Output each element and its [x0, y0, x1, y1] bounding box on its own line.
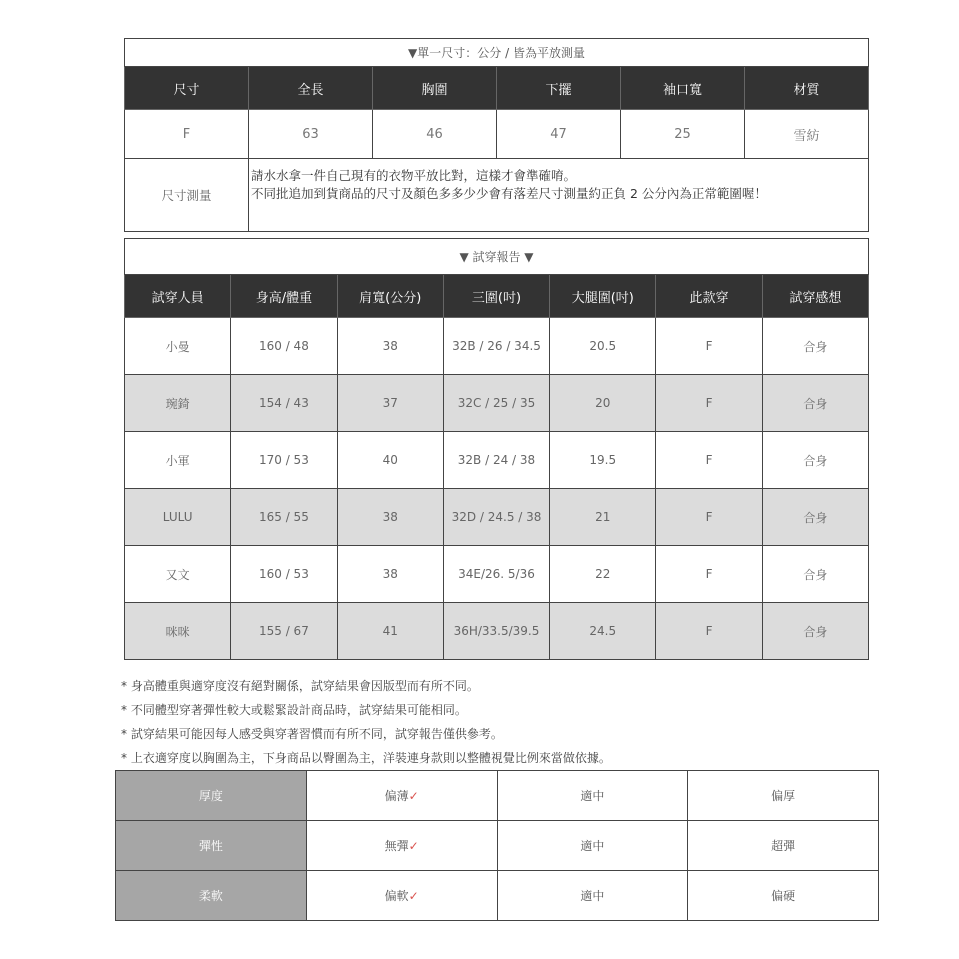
size-value: F	[125, 110, 249, 159]
fit-cell: 36H/33.5/39.5	[443, 603, 549, 660]
fit-cell: 咪咪	[125, 603, 231, 660]
fit-cell: 合身	[762, 318, 868, 375]
feel-option-text: 偏軟	[384, 889, 409, 903]
size-value: 63	[249, 110, 373, 159]
fit-report-caption: ▼ 試穿報告 ▼	[125, 239, 869, 275]
feel-option: 適中	[497, 821, 688, 871]
fit-cell: 170 / 53	[231, 432, 337, 489]
fit-cell: 琬錡	[125, 375, 231, 432]
fit-cell: 155 / 67	[231, 603, 337, 660]
fit-cell: 40	[337, 432, 443, 489]
table-row	[116, 871, 879, 921]
fit-cell: F	[656, 546, 762, 603]
feel-label: 彈性	[116, 821, 307, 871]
size-header: 全長	[249, 67, 373, 110]
fit-cell: 32B / 26 / 34.5	[443, 318, 549, 375]
fit-cell: 34E/26. 5/36	[443, 546, 549, 603]
fit-cell: 合身	[762, 375, 868, 432]
note-line: * 不同體型穿著彈性較大或鬆緊設計商品時，試穿結果可能相同。	[121, 703, 467, 717]
feel-label: 厚度	[116, 771, 307, 821]
fit-cell: 160 / 53	[231, 546, 337, 603]
size-value: 47	[497, 110, 621, 159]
feel-option: 適中	[497, 871, 688, 921]
fit-header: 肩寬(公分)	[337, 275, 443, 318]
fit-header: 試穿感想	[762, 275, 868, 318]
fit-cell: 19.5	[550, 432, 656, 489]
fit-header: 試穿人員	[125, 275, 231, 318]
note-line: * 上衣適穿度以胸圍為主，下身商品以臀圍為主，洋裝連身款則以整體視覺比例來當做依據。	[121, 751, 611, 765]
fit-cell: 24.5	[550, 603, 656, 660]
fit-cell: F	[656, 375, 762, 432]
fit-header: 身高/體重	[231, 275, 337, 318]
fit-cell: F	[656, 603, 762, 660]
fit-header: 三圍(吋)	[443, 275, 549, 318]
feel-option-selected	[306, 771, 497, 821]
feel-option-text: 偏薄	[384, 789, 409, 803]
fit-cell: 合身	[762, 432, 868, 489]
fit-cell: 154 / 43	[231, 375, 337, 432]
fit-cell: 20.5	[550, 318, 656, 375]
table-row	[125, 546, 869, 603]
fit-cell: 合身	[762, 489, 868, 546]
table-row	[116, 821, 879, 871]
feel-label: 柔軟	[116, 871, 307, 921]
fit-cell: 32B / 24 / 38	[443, 432, 549, 489]
fit-cell: 32C / 25 / 35	[443, 375, 549, 432]
fit-cell: 160 / 48	[231, 318, 337, 375]
feel-option-text: 無彈	[384, 839, 409, 853]
measure-note-line: 請水水拿一件自己現有的衣物平放比對，這樣才會準確唷。	[251, 168, 577, 183]
table-row	[116, 771, 879, 821]
check-icon: ✓	[408, 889, 419, 903]
measure-note-line: 不同批追加到貨商品的尺寸及顏色多多少少會有落差尺寸測量約正負 2 公分內為正常範圍喔！	[251, 186, 767, 201]
fit-cell: 又文	[125, 546, 231, 603]
fit-cell: 小曼	[125, 318, 231, 375]
fit-header: 此款穿	[656, 275, 762, 318]
fit-cell: 41	[337, 603, 443, 660]
fit-cell: 合身	[762, 546, 868, 603]
fit-cell: 合身	[762, 603, 868, 660]
check-icon: ✓	[408, 839, 419, 853]
note-line: * 試穿結果可能因每人感受與穿著習慣而有所不同，試穿報告僅供參考。	[121, 727, 503, 741]
fabric-feel-table	[115, 770, 879, 921]
fit-cell: 38	[337, 489, 443, 546]
feel-option: 超彈	[688, 821, 879, 871]
fit-cell: LULU	[125, 489, 231, 546]
measure-note	[249, 159, 869, 232]
fit-report-table	[124, 238, 869, 660]
feel-option-selected	[306, 821, 497, 871]
fit-cell: F	[656, 318, 762, 375]
size-header: 胸圍	[373, 67, 497, 110]
size-header: 尺寸	[125, 67, 249, 110]
table-row	[125, 489, 869, 546]
size-header: 材質	[745, 67, 869, 110]
size-table-caption: ▼單一尺寸：公分 / 皆為平放測量	[125, 39, 869, 67]
table-row	[125, 603, 869, 660]
fit-cell: F	[656, 489, 762, 546]
fit-cell: 22	[550, 546, 656, 603]
fit-cell: 38	[337, 546, 443, 603]
size-header: 袖口寬	[621, 67, 745, 110]
feel-option: 偏厚	[688, 771, 879, 821]
feel-option: 偏硬	[688, 871, 879, 921]
fit-notes	[121, 674, 611, 770]
size-header: 下擺	[497, 67, 621, 110]
measure-note-label: 尺寸測量	[125, 159, 249, 232]
fit-cell: 20	[550, 375, 656, 432]
fit-cell: F	[656, 432, 762, 489]
table-row	[125, 318, 869, 375]
fit-cell: 小軍	[125, 432, 231, 489]
size-value: 46	[373, 110, 497, 159]
fit-cell: 165 / 55	[231, 489, 337, 546]
size-value: 雪紡	[745, 110, 869, 159]
note-line: * 身高體重與適穿度沒有絕對關係，試穿結果會因版型而有所不同。	[121, 679, 479, 693]
size-value: 25	[621, 110, 745, 159]
feel-option: 適中	[497, 771, 688, 821]
feel-option-selected	[306, 871, 497, 921]
fit-cell: 21	[550, 489, 656, 546]
fit-cell: 32D / 24.5 / 38	[443, 489, 549, 546]
fit-header: 大腿圍(吋)	[550, 275, 656, 318]
fit-cell: 38	[337, 318, 443, 375]
fit-cell: 37	[337, 375, 443, 432]
size-table	[124, 38, 869, 232]
table-row	[125, 432, 869, 489]
check-icon: ✓	[408, 789, 419, 803]
table-row	[125, 375, 869, 432]
